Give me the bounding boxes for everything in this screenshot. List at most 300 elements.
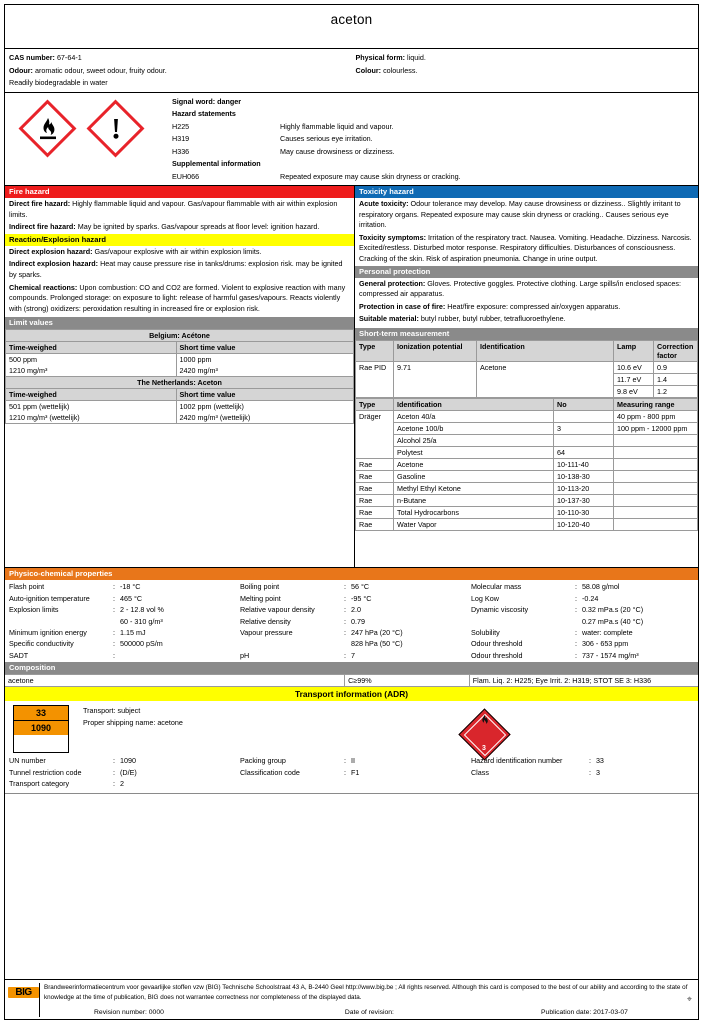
transport-field-key: Hazard identification number <box>470 756 563 766</box>
property-value: 58.08 g/mol <box>581 582 620 592</box>
property-sep: : <box>574 593 577 603</box>
toxicity-symptoms-label: Toxicity symptoms: <box>359 232 426 242</box>
pid-header-lamp: Lamp <box>614 340 654 361</box>
transport-field-key: Classification code <box>239 767 300 777</box>
tube-type: Dräger <box>356 410 394 458</box>
tube-range <box>614 494 698 506</box>
property-value: 247 hPa (20 °C) <box>350 627 403 637</box>
property-value: 0.32 mPa.s (20 °C) <box>581 605 644 615</box>
ghs-block <box>5 93 698 187</box>
hazard-statement-row <box>172 121 698 134</box>
section-header-short-term-measurement: Short-term measurement <box>355 328 698 340</box>
transport-field-sep: : <box>113 756 115 766</box>
physico-column-3 <box>467 581 698 661</box>
un-number-plate: 1090 <box>14 721 68 735</box>
property-sep: : <box>113 605 115 615</box>
property-key <box>240 638 344 649</box>
property-row <box>240 593 467 604</box>
explosion-hazard-direct-text: Gas/vapour explosive with air within explosion limits. <box>94 246 262 256</box>
table-row <box>356 482 698 494</box>
limit-header-row <box>6 342 354 354</box>
property-row <box>9 604 236 615</box>
limit-netherlands-stv-ppm: 1002 ppm (wettelijk) <box>176 401 353 413</box>
right-hazard-column <box>355 186 698 567</box>
limit-value-row <box>6 354 354 366</box>
table-row <box>5 675 698 687</box>
tube-identification: Aceton 40/a <box>394 410 554 422</box>
tube-header-row <box>356 398 698 410</box>
tube-no <box>554 410 614 422</box>
composition-substance-name: acetone <box>5 675 345 687</box>
hazard-code: H319 <box>172 134 190 143</box>
acute-toxicity <box>355 198 698 232</box>
explosion-hazard-direct <box>5 246 354 259</box>
table-row <box>356 434 698 446</box>
cas-label: CAS number: <box>9 53 55 62</box>
transport-field-key: Tunnel restriction code <box>9 767 82 777</box>
tube-header-range: Measuring range <box>614 398 698 410</box>
property-value: 465 °C <box>120 593 143 603</box>
hazard-text: Causes serious eye irritation. <box>280 134 373 143</box>
tube-identification: Polytest <box>394 446 554 458</box>
hazard-columns <box>5 186 698 568</box>
limit-values-block <box>5 329 354 567</box>
odour-label: Odour: <box>9 65 33 75</box>
property-value: 0.27 mPa.s (40 °C) <box>581 616 644 626</box>
limit-header-time-weighed: Time-weighed <box>6 389 177 401</box>
property-row <box>471 650 698 661</box>
property-value: -95 °C <box>350 593 372 603</box>
transport-block <box>5 701 698 793</box>
property-sep <box>575 616 582 627</box>
pid-identification: Acetone <box>477 361 614 397</box>
explosion-hazard-indirect-text: Heat may cause pressure rise in tanks/drums: explosion risk. may be ignited by sparks. <box>9 259 343 279</box>
tube-no: 10-138-30 <box>554 470 614 482</box>
card-sheet <box>4 4 699 1020</box>
tube-identification: n-Butane <box>394 494 554 506</box>
table-row <box>356 410 698 422</box>
transport-field-value: F1 <box>350 767 360 777</box>
property-value: 737 - 1574 mg/m³ <box>581 650 639 660</box>
physical-form-field <box>352 52 699 65</box>
tube-type: Rae <box>356 506 394 518</box>
transport-field-sep: : <box>588 767 591 777</box>
limit-netherlands-twa-mgm3: 1210 mg/m³ (wettelijk) <box>6 412 177 424</box>
transport-field-row <box>9 778 236 789</box>
limit-header-time-weighed: Time-weighed <box>6 342 177 354</box>
transport-field-row <box>9 767 236 778</box>
flame-pictogram <box>19 100 77 158</box>
fire-hazard-indirect-text: May be ignited by sparks. Gas/vapour spreads at floor level: ignition hazard. <box>77 222 320 232</box>
physical-form-label: Physical form: <box>355 53 406 62</box>
hazard-statement-row <box>172 146 698 159</box>
property-key <box>471 616 575 627</box>
property-value: 500000 pS/m <box>120 639 163 649</box>
transport-field-key: Class <box>470 767 489 777</box>
property-sep: : <box>343 650 346 660</box>
pid-lamp: 9.8 eV <box>614 385 654 397</box>
limit-country-row <box>6 330 354 342</box>
tube-type: Rae <box>356 482 394 494</box>
revision-number: Revision number: 0000 <box>94 1009 164 1016</box>
property-value: -0.24 <box>581 593 599 603</box>
tube-identification: Acetone <box>394 458 554 470</box>
identity-row-2 <box>5 65 698 78</box>
tube-no: 10-110-30 <box>554 506 614 518</box>
tube-identification: Gasoline <box>394 470 554 482</box>
ghs-pictogram-group <box>5 96 170 184</box>
tube-no: 64 <box>554 446 614 458</box>
property-sep: : <box>343 605 346 615</box>
identity-row-3 <box>5 77 698 90</box>
section-header-toxicity-hazard: Toxicity hazard <box>355 186 698 198</box>
tube-header-identification: Identification <box>394 398 554 410</box>
table-row <box>356 470 698 482</box>
property-value: 1.15 mJ <box>120 627 146 637</box>
property-row <box>9 650 236 661</box>
transport-top-row <box>5 701 698 753</box>
property-row <box>240 604 467 615</box>
footer-disclaimer: Brandweerinformatiecentrum voor gevaarlijke stoffen vzw (BIG) Technische Schoolstraat 43 A, B-2440 Geel http://www.big.be ; All rights reserved. Although this card is composed to the best of our ability and according to the state of knowledge at the time of publication, BIG does not warrantee correctness nor completeness of the displayed data. <box>44 984 688 1001</box>
table-row <box>356 494 698 506</box>
property-value: 828 hPa (50 °C) <box>350 639 403 649</box>
exclamation-mark-pictogram <box>87 100 145 158</box>
tube-type: Rae <box>356 470 394 482</box>
tube-range: 40 ppm - 800 ppm <box>614 410 698 422</box>
tube-range <box>614 482 698 494</box>
property-sep: : <box>574 605 577 615</box>
property-row <box>240 650 467 661</box>
property-row <box>9 593 236 604</box>
acute-toxicity-label: Acute toxicity: <box>359 199 409 208</box>
property-sep <box>344 638 351 649</box>
pid-correction: 0.9 <box>654 361 698 373</box>
colour-field <box>352 65 699 78</box>
suitable-material-text: butyl rubber, butyl rubber, tetrafluoroethylene. <box>420 314 566 324</box>
property-key: Odour threshold <box>470 650 523 660</box>
transport-field-key: Packing group <box>239 756 286 766</box>
suitable-material-label: Suitable material: <box>359 314 419 324</box>
cas-value: 67-64-1 <box>56 53 82 62</box>
property-row <box>240 581 467 592</box>
property-key: Relative density <box>239 616 291 626</box>
section-header-fire-hazard: Fire hazard <box>5 186 354 198</box>
property-key: Melting point <box>239 593 281 603</box>
property-row <box>471 593 698 604</box>
property-sep: : <box>113 593 115 603</box>
composition-concentration: C≥99% <box>345 675 470 687</box>
table-row <box>356 506 698 518</box>
transport-field-row <box>240 755 467 766</box>
transport-field-value: 3 <box>595 767 600 777</box>
property-value: 56 °C <box>350 582 370 592</box>
big-logo-text: BIG <box>8 987 39 998</box>
limit-country-netherlands: The Netherlands: Aceton <box>6 377 354 389</box>
property-key: Dynamic viscosity <box>470 605 529 615</box>
card-title-bar <box>5 5 698 49</box>
fire-hazard-direct <box>5 198 354 221</box>
explosion-hazard-indirect <box>5 258 354 281</box>
chemical-reactions-text: Upon combustion: CO and CO2 are formed. Violent to explosive reaction with many compounds. Prolonged storage: on exposure to light: release of harmful gases/vapours. Reacts violently with (strong) oxidizers: peroxidation resulting in increased fire or explosion risk. <box>9 282 346 313</box>
limit-country-row <box>6 377 354 389</box>
tube-no: 3 <box>554 422 614 434</box>
pid-header-type: Type <box>356 340 394 361</box>
pid-lamp: 10.6 eV <box>614 361 654 373</box>
identity-block <box>5 49 698 93</box>
transport-fields-column-1 <box>5 755 236 789</box>
tube-no <box>554 434 614 446</box>
tube-type: Rae <box>356 518 394 530</box>
supplemental-information-heading: Supplemental information <box>172 159 261 168</box>
detector-tube-table <box>355 398 698 531</box>
cas-field <box>5 52 352 65</box>
tube-range: 100 ppm - 12000 ppm <box>614 422 698 434</box>
transport-field-key: UN number <box>9 756 46 766</box>
table-row <box>356 446 698 458</box>
pid-ionization: 9.71 <box>394 361 477 397</box>
property-key: Vapour pressure <box>239 627 293 637</box>
property-value: 7 <box>350 650 355 660</box>
transport-field-row <box>9 755 236 766</box>
protection-in-case-of-fire <box>355 301 698 314</box>
tube-identification: Alcohol 25/a <box>394 434 554 446</box>
acute-toxicity-text: Odour tolerance may develop. May cause drowsiness or dizziness.. Slightly irritant to respiratory organs. Repeated exposure may cause skin dryness or cracking.. Causes serious eye irritation. <box>359 199 681 230</box>
pid-header-ionization: Ionization potential <box>394 340 477 361</box>
tube-identification: Methyl Ethyl Ketone <box>394 482 554 494</box>
transport-field-value: 33 <box>595 756 604 766</box>
hazard-text: May cause drowsiness or dizziness. <box>280 146 395 156</box>
property-row <box>9 616 236 627</box>
fire-hazard-direct-text: Highly flammable liquid and vapour. Gas/vapour flammable with air within explosion limits. <box>9 199 338 219</box>
property-key: Relative vapour density <box>239 605 315 615</box>
transport-field-value: II <box>350 756 355 766</box>
tube-identification: Water Vapor <box>394 518 554 530</box>
limit-header-short-time: Short time value <box>176 389 353 401</box>
publication-date: Publication date: 2017-03-07 <box>541 1009 628 1016</box>
transport-field-value: 1090 <box>120 756 136 766</box>
pid-row <box>356 361 698 373</box>
property-sep: : <box>113 582 115 592</box>
pid-lamp: 11.7 eV <box>614 373 654 385</box>
property-row <box>471 604 698 615</box>
colour-value: colourless. <box>383 65 418 75</box>
flame-icon <box>19 100 77 158</box>
hazard-code: H225 <box>172 121 190 131</box>
limit-value-row <box>6 365 354 377</box>
suitable-material <box>355 313 698 326</box>
hazard-statement-row <box>172 133 698 146</box>
ghs-statements <box>170 96 698 184</box>
pid-header-row <box>356 340 698 361</box>
property-row <box>9 627 236 638</box>
blank-area <box>5 793 698 979</box>
property-key: Log Kow <box>470 593 499 603</box>
property-value: 60 - 310 g/m³ <box>120 616 163 626</box>
pid-type: Rae PID <box>356 361 394 397</box>
supplemental-statement-row <box>172 171 698 184</box>
section-header-transport-information: Transport information (ADR) <box>5 687 698 701</box>
tube-type: Rae <box>356 458 394 470</box>
tube-type: Rae <box>356 494 394 506</box>
transport-class-number: 3 <box>482 745 486 753</box>
pid-header-identification: Identification <box>477 340 614 361</box>
pid-correction: 1.2 <box>654 385 698 397</box>
transport-field-row <box>240 767 467 778</box>
tube-header-type: Type <box>356 398 394 410</box>
tube-identification: Total Hydrocarbons <box>394 506 554 518</box>
odour-field <box>5 65 352 78</box>
toxicity-symptoms <box>355 232 698 266</box>
property-key <box>9 616 113 627</box>
table-row <box>356 518 698 530</box>
tube-range <box>614 470 698 482</box>
tube-identification: Acetone 100/b <box>394 422 554 434</box>
transport-fields-column-2 <box>236 755 467 789</box>
big-logo <box>5 983 39 1017</box>
exclamation-mark-icon <box>87 100 145 158</box>
composition-classification: Flam. Liq. 2: H225; Eye Irrit. 2: H319; STOT SE 3: H336 <box>469 675 698 687</box>
proper-shipping-name-line: Proper shipping name: acetone <box>83 718 183 728</box>
limit-header-short-time: Short time value <box>176 342 353 354</box>
limit-netherlands-stv-mgm3: 2420 mg/m³ (wettelijk) <box>176 412 353 424</box>
property-sep: : <box>113 639 115 649</box>
physical-form-value: liquid. <box>407 53 426 62</box>
toxicity-symptoms-text: Irritation of the respiratory tract. Nausea. Vomiting. Headache. Dizziness. Narcosis. Excited/restless. Disturbed motor response. Respiratory difficulties. Disturbances of consciousness. Cracking of the skin. Risk of aspiration pneumonia. Change in urine output. <box>359 232 692 263</box>
footer-main <box>39 983 698 1017</box>
property-row <box>471 627 698 638</box>
supplemental-text: Repeated exposure may cause skin dryness or cracking. <box>280 171 461 181</box>
registration-mark-icon: ⌖ <box>686 994 692 1004</box>
fire-hazard-direct-label: Direct fire hazard: <box>9 199 71 208</box>
tube-range <box>614 434 698 446</box>
property-sep: : <box>343 593 346 603</box>
pid-header-correction: Correction factor <box>654 340 698 361</box>
limit-netherlands-twa-ppm: 501 ppm (wettelijk) <box>6 401 177 413</box>
property-row <box>471 616 698 627</box>
transport-field-sep: : <box>113 779 115 788</box>
physico-column-2 <box>236 581 467 661</box>
chemical-reactions <box>5 282 354 316</box>
property-key: Minimum ignition energy <box>9 627 87 637</box>
hazard-code: H336 <box>172 146 190 156</box>
limit-value-row <box>6 412 354 424</box>
section-header-personal-protection: Personal protection <box>355 266 698 278</box>
limit-belgium-stv-mgm3: 2420 mg/m³ <box>176 365 353 377</box>
pid-measurement-table <box>355 340 698 398</box>
transport-field-sep: : <box>343 756 346 766</box>
chemical-reactions-label: Chemical reactions: <box>9 282 78 292</box>
tube-header-no: No <box>554 398 614 410</box>
property-key: Odour threshold <box>470 639 523 649</box>
property-value: 306 - 653 ppm <box>581 639 629 649</box>
property-row <box>9 581 236 592</box>
tube-no: 10-111-40 <box>554 458 614 470</box>
pid-correction: 1.4 <box>654 373 698 385</box>
left-hazard-column <box>5 186 355 567</box>
card-footer <box>5 979 698 1019</box>
transport-field-sep: : <box>343 767 346 777</box>
tube-no: 10-137-30 <box>554 494 614 506</box>
property-key: Explosion limits <box>9 605 59 615</box>
protection-fire-text: Heat/fire exposure: compressed air/oxygen apparatus. <box>447 301 621 311</box>
limit-values-table <box>5 329 354 424</box>
flammable-liquid-label <box>457 707 511 761</box>
property-value: 2.0 <box>350 605 361 615</box>
protection-fire-label: Protection in case of fire: <box>359 301 446 311</box>
property-value: -18 °C <box>120 582 141 592</box>
property-row <box>240 638 467 649</box>
property-sep: : <box>343 616 346 626</box>
property-value: 0.79 <box>350 616 365 626</box>
transport-subject-text <box>69 705 183 753</box>
section-header-composition: Composition <box>5 662 698 674</box>
property-row <box>471 638 698 649</box>
colour-label: Colour: <box>355 65 382 75</box>
transport-field-sep: : <box>113 767 115 777</box>
transport-field-key: Transport category <box>9 779 70 788</box>
limit-belgium-twa-ppm: 500 ppm <box>6 354 177 366</box>
general-protection-label: General protection: <box>359 278 426 288</box>
property-value: 2 - 12.8 vol % <box>120 605 164 615</box>
signal-word: Signal word: danger <box>172 96 242 106</box>
transport-subject-line: Transport: subject <box>83 706 141 716</box>
property-sep: : <box>113 650 115 660</box>
property-key: Molecular mass <box>470 582 522 592</box>
hazard-identification-number-plate: 33 <box>14 706 68 721</box>
transport-field-value: 2 <box>120 779 124 788</box>
property-sep: : <box>574 639 577 649</box>
property-key: pH <box>239 650 250 660</box>
limit-country-belgium: Belgium: Acétone <box>6 330 354 342</box>
section-header-physico-chemical: Physico-chemical properties <box>5 568 698 580</box>
tube-no: 10-120-40 <box>554 518 614 530</box>
footer-revision-row <box>44 1003 698 1016</box>
property-value: water: complete <box>581 627 633 637</box>
tube-range <box>614 458 698 470</box>
property-row <box>240 627 467 638</box>
physico-chemical-properties <box>5 580 698 661</box>
property-sep: : <box>343 627 346 637</box>
tube-range <box>614 506 698 518</box>
fire-hazard-indirect-label: Indirect fire hazard: <box>9 222 76 232</box>
property-sep <box>113 616 120 627</box>
limit-belgium-twa-mgm3: 1210 mg/m³ <box>6 365 177 377</box>
tube-range <box>614 446 698 458</box>
section-header-reaction-explosion-hazard: Reaction/Explosion hazard <box>5 234 354 246</box>
property-key: Flash point <box>9 582 45 592</box>
composition-table <box>5 674 698 687</box>
fire-hazard-indirect <box>5 221 354 234</box>
tube-range <box>614 518 698 530</box>
general-protection-text: Gloves. Protective goggles. Protective clothing. Large spills/in enclosed spaces: compressed air apparatus. <box>359 278 681 299</box>
property-sep: : <box>113 627 115 637</box>
property-key: Solubility <box>470 627 500 637</box>
transport-field-sep: : <box>588 756 591 766</box>
general-protection <box>355 278 698 301</box>
property-row <box>471 581 698 592</box>
table-row <box>356 422 698 434</box>
tube-no: 10-113-20 <box>554 482 614 494</box>
transport-fields-grid <box>5 753 698 793</box>
property-key: Auto-ignition temperature <box>9 593 90 603</box>
identity-row-1 <box>5 52 698 65</box>
property-row <box>9 638 236 649</box>
hazard-statements-heading: Hazard statements <box>172 109 236 118</box>
hazard-text: Highly flammable liquid and vapour. <box>280 121 394 131</box>
physico-column-1 <box>5 581 236 661</box>
limit-belgium-stv-ppm: 1000 ppm <box>176 354 353 366</box>
property-sep: : <box>574 650 577 660</box>
